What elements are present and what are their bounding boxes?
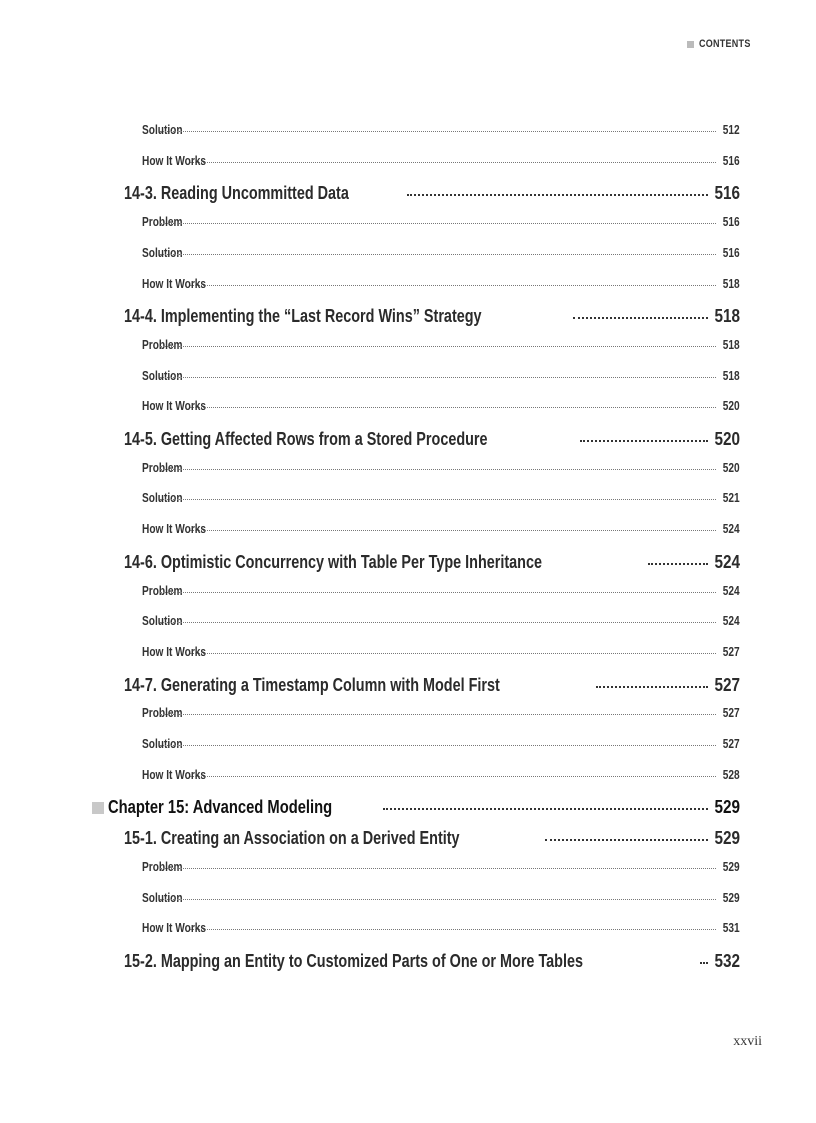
toc-entry-title: Problem bbox=[142, 582, 183, 598]
toc-entry-page: 516 bbox=[714, 183, 740, 204]
toc-subentry[interactable] bbox=[142, 398, 740, 413]
toc-entry-page: 532 bbox=[714, 950, 740, 971]
dot-leader bbox=[545, 839, 708, 841]
toc-subentry[interactable] bbox=[142, 276, 740, 291]
toc-entry-title: How It Works bbox=[142, 521, 207, 537]
toc-entry-title: 15-2. Mapping an Entity to Customized Parts of One or More Tables bbox=[124, 950, 583, 971]
toc-subentry[interactable] bbox=[142, 214, 740, 229]
dot-leader bbox=[190, 653, 716, 654]
toc-entry-page: 529 bbox=[714, 797, 740, 818]
toc-section-entry[interactable] bbox=[124, 429, 740, 450]
dot-leader bbox=[160, 346, 716, 347]
toc-entry-page: 527 bbox=[723, 643, 740, 659]
dot-leader bbox=[573, 317, 708, 319]
toc-entry-page: 527 bbox=[723, 705, 740, 721]
toc-subentry[interactable] bbox=[142, 613, 740, 628]
toc-entry-title: Solution bbox=[142, 889, 183, 905]
toc-section-entry[interactable] bbox=[124, 306, 740, 327]
toc-subentry[interactable] bbox=[142, 122, 740, 137]
toc-subentry[interactable] bbox=[142, 337, 740, 352]
toc-entry-page: 524 bbox=[723, 582, 740, 598]
toc-entry-page: 520 bbox=[723, 398, 740, 414]
toc-entry-page: 512 bbox=[723, 122, 740, 137]
dot-leader bbox=[160, 469, 716, 470]
toc-subentry[interactable] bbox=[142, 920, 740, 935]
toc-entry-page: 516 bbox=[723, 244, 740, 260]
toc-subentry[interactable] bbox=[142, 767, 740, 782]
dot-leader bbox=[160, 622, 716, 623]
toc-entry-page: 520 bbox=[714, 429, 740, 449]
toc-entry-page: 518 bbox=[723, 367, 740, 383]
toc-entry-title: How It Works bbox=[142, 152, 207, 168]
dot-leader bbox=[648, 563, 707, 565]
toc-entry-title: Solution bbox=[142, 367, 183, 383]
toc-entry-title: Chapter 15: Advanced Modeling bbox=[108, 797, 333, 818]
toc-section-entry[interactable] bbox=[124, 183, 740, 204]
toc-entry-title: Solution bbox=[142, 736, 183, 751]
toc-section-entry[interactable] bbox=[124, 675, 740, 696]
page-number: xxvii bbox=[733, 1034, 762, 1049]
dot-leader bbox=[700, 962, 708, 964]
running-header-label: CONTENTS bbox=[699, 38, 751, 50]
toc-entry-title: Solution bbox=[142, 122, 183, 137]
toc-entry-page: 518 bbox=[723, 336, 740, 352]
toc-entry-title: 14-6. Optimistic Concurrency with Table Per Type Inheritance bbox=[124, 551, 542, 572]
toc-entry-page: 520 bbox=[723, 459, 740, 475]
toc-entry-title: Problem bbox=[142, 858, 183, 874]
toc-entry-title: How It Works bbox=[142, 398, 207, 414]
dot-leader bbox=[160, 868, 716, 869]
dot-leader bbox=[190, 285, 716, 286]
dot-leader bbox=[580, 440, 708, 442]
dot-leader bbox=[190, 929, 716, 930]
toc-entry-title: 14-7. Generating a Timestamp Column with Model First bbox=[124, 674, 500, 695]
toc-entry-title: How It Works bbox=[142, 643, 207, 659]
toc-entry-title: 14-3. Reading Uncommitted Data bbox=[124, 183, 349, 204]
toc-entry-page: 531 bbox=[723, 920, 740, 936]
running-header bbox=[687, 38, 762, 50]
toc-entry-page: 529 bbox=[723, 858, 740, 874]
toc-entry-title: Solution bbox=[142, 613, 183, 629]
dot-leader bbox=[190, 162, 716, 163]
dot-leader bbox=[160, 254, 716, 255]
toc-entry-title: How It Works bbox=[142, 920, 207, 936]
toc-entry-title: Solution bbox=[142, 244, 183, 260]
toc-entry-title: Problem bbox=[142, 705, 183, 721]
toc-entry-title: 15-1. Creating an Association on a Derived Entity bbox=[124, 828, 460, 849]
toc-entry-title: 14-5. Getting Affected Rows from a Stored Procedure bbox=[124, 429, 488, 449]
toc-section-entry[interactable] bbox=[124, 552, 740, 573]
square-icon bbox=[92, 802, 104, 814]
toc-entry-page: 518 bbox=[714, 306, 740, 327]
toc-entry-title: Solution bbox=[142, 490, 183, 506]
toc-entry-page: 521 bbox=[723, 490, 740, 506]
toc-subentry[interactable] bbox=[142, 368, 740, 383]
toc-entry-page: 529 bbox=[714, 828, 740, 849]
toc-entry-page: 529 bbox=[723, 889, 740, 905]
toc-chapter-entry[interactable] bbox=[108, 797, 740, 818]
toc-subentry[interactable] bbox=[142, 245, 740, 260]
toc-subentry[interactable] bbox=[142, 153, 740, 168]
dot-leader bbox=[596, 686, 708, 688]
toc-entry-page: 524 bbox=[714, 551, 740, 572]
dot-leader bbox=[160, 745, 716, 746]
toc-entry-page: 516 bbox=[723, 152, 740, 168]
toc-subentry[interactable] bbox=[142, 521, 740, 536]
dot-leader bbox=[160, 899, 716, 900]
toc-subentry[interactable] bbox=[142, 859, 740, 874]
toc-section-entry[interactable] bbox=[124, 828, 740, 849]
toc-entry-page: 527 bbox=[714, 674, 740, 695]
dot-leader bbox=[407, 194, 708, 196]
toc-entry-page: 518 bbox=[723, 275, 740, 291]
toc-subentry[interactable] bbox=[142, 490, 740, 505]
dot-leader bbox=[160, 223, 716, 224]
toc-subentry[interactable] bbox=[142, 460, 740, 475]
toc-entry-title: 14-4. Implementing the “Last Record Wins” Strategy bbox=[124, 306, 482, 327]
dot-leader bbox=[190, 407, 716, 408]
toc-entry-page: 524 bbox=[723, 613, 740, 629]
toc-entry-page: 516 bbox=[723, 214, 740, 230]
toc-entry-title: Problem bbox=[142, 336, 183, 352]
toc-subentry[interactable] bbox=[142, 736, 740, 751]
toc-entry-title: How It Works bbox=[142, 275, 207, 291]
dot-leader bbox=[160, 377, 716, 378]
toc-entry-title: Problem bbox=[142, 459, 183, 475]
toc-entry-page: 528 bbox=[723, 766, 740, 782]
dot-leader bbox=[160, 131, 716, 132]
dot-leader bbox=[383, 808, 708, 810]
toc-subentry[interactable] bbox=[142, 644, 740, 659]
dot-leader bbox=[190, 530, 716, 531]
square-icon bbox=[687, 41, 694, 48]
dot-leader bbox=[160, 499, 716, 500]
toc-entry-title: Problem bbox=[142, 214, 183, 230]
toc-subentry[interactable] bbox=[142, 890, 740, 905]
toc-section-entry[interactable] bbox=[124, 951, 740, 972]
dot-leader bbox=[160, 714, 716, 715]
toc-subentry[interactable] bbox=[142, 583, 740, 598]
dot-leader bbox=[190, 776, 716, 777]
toc-entry-page: 524 bbox=[723, 521, 740, 537]
dot-leader bbox=[160, 592, 716, 593]
toc-entry-title: How It Works bbox=[142, 766, 207, 782]
toc-subentry[interactable] bbox=[142, 705, 740, 720]
toc-entry-page: 527 bbox=[723, 736, 740, 751]
